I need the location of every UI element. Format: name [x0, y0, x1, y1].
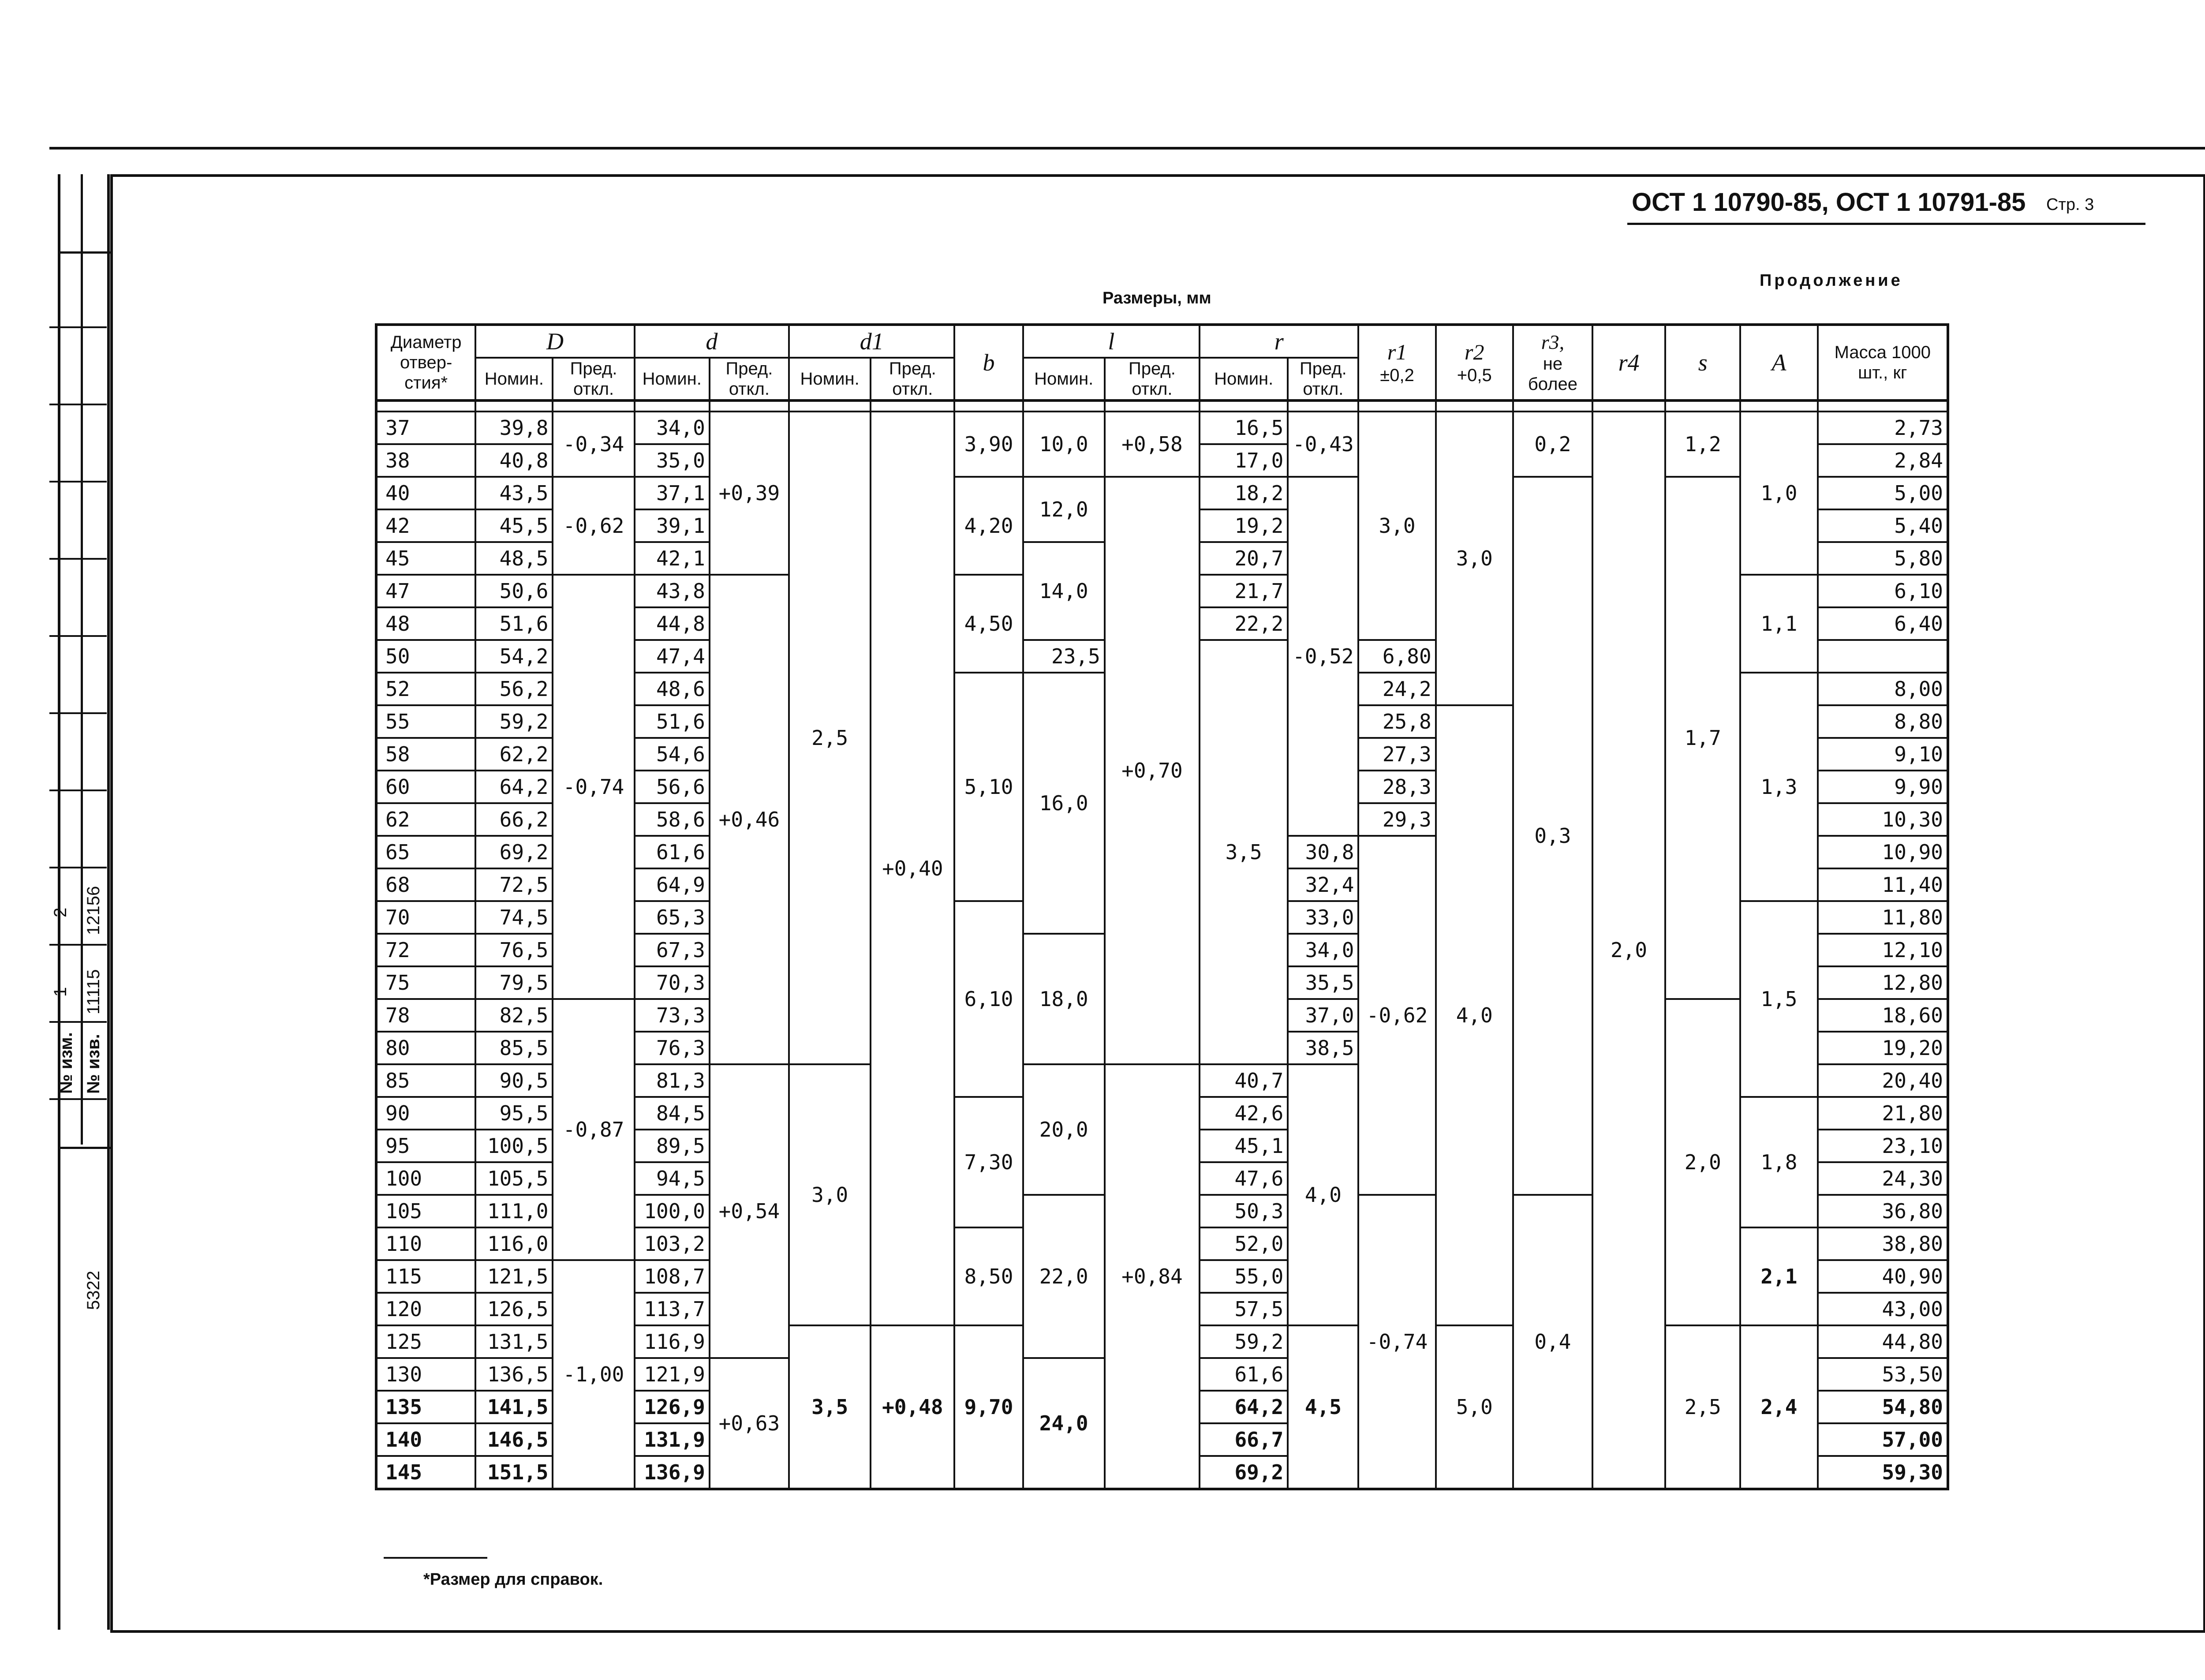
- cell-hole: 100: [376, 1162, 475, 1195]
- cell-D-nom: 72,5: [475, 868, 553, 901]
- cell-D-nom: 146,5: [475, 1423, 553, 1456]
- cell-D-nom: 105,5: [475, 1162, 553, 1195]
- cell-r-nom: 29,3: [1358, 803, 1435, 836]
- cell-mass: 57,00: [1818, 1423, 1948, 1456]
- tick-mark: [49, 789, 107, 791]
- cell-A: 1,1: [1740, 575, 1817, 673]
- cell-mass: 5,40: [1818, 509, 1948, 542]
- cell-D-nom: 54,2: [475, 640, 553, 673]
- cell-d-nom: 70,3: [635, 966, 710, 999]
- cell-D-nom: 111,0: [475, 1195, 553, 1227]
- margin-value-1: 1: [51, 987, 70, 997]
- cell-hole: 40: [376, 477, 475, 509]
- tick-mark: [49, 558, 107, 560]
- cell-mass: 10,90: [1818, 836, 1948, 868]
- cell-r-nom: 50,3: [1200, 1195, 1288, 1227]
- cell-hole: 115: [376, 1260, 475, 1293]
- cell-D-nom: 116,0: [475, 1227, 553, 1260]
- cell-l-dev: +0,58: [1105, 412, 1200, 477]
- cell-D-dev: -0,34: [553, 412, 634, 477]
- cell-hole: 42: [376, 509, 475, 542]
- cell-d-nom: 56,6: [635, 771, 710, 803]
- cell-d-nom: 100,0: [635, 1195, 710, 1227]
- cell-r-nom: 55,0: [1200, 1260, 1288, 1293]
- cell-d-nom: 37,1: [635, 477, 710, 509]
- tick-mark: [49, 1098, 107, 1100]
- cell-D-nom: 59,2: [475, 705, 553, 738]
- col-r4: r4: [1592, 325, 1665, 400]
- col-r2-symbol: r2: [1465, 340, 1484, 365]
- cell-l-nom: 16,0: [1023, 673, 1105, 934]
- col-A: A: [1740, 325, 1817, 400]
- cell-A: 1,8: [1740, 1097, 1817, 1227]
- col-D: D: [475, 325, 634, 358]
- cell-mass: 36,80: [1818, 1195, 1948, 1227]
- cell-A: 1,0: [1740, 412, 1817, 575]
- cell-d-nom: 81,3: [635, 1064, 710, 1097]
- cell-hole: 130: [376, 1358, 475, 1391]
- cell-l-nom: 12,0: [1023, 477, 1105, 542]
- cell-hole: 65: [376, 836, 475, 868]
- table-row: [376, 412, 1948, 444]
- col-l-nom: Номин.: [1023, 358, 1105, 400]
- cell-r-nom: 64,2: [1200, 1391, 1288, 1423]
- tick-mark: [49, 1021, 107, 1023]
- cell-d-nom: 44,8: [635, 607, 710, 640]
- cell-r-nom: 23,5: [1023, 640, 1105, 673]
- cell-hole: 48: [376, 607, 475, 640]
- cell-mass: 44,80: [1818, 1325, 1948, 1358]
- cell-D-nom: 48,5: [475, 542, 553, 575]
- cell-hole: 37: [376, 412, 475, 444]
- cell-r-nom: 34,0: [1288, 934, 1358, 966]
- cell-d-dev: +0,54: [710, 1064, 789, 1358]
- cell-d-nom: 131,9: [635, 1423, 710, 1456]
- cell-hole: 47: [376, 575, 475, 607]
- cell-D-nom: 51,6: [475, 607, 553, 640]
- cell-mass: 2,84: [1818, 444, 1948, 477]
- cell-d-nom: 58,6: [635, 803, 710, 836]
- cell-l-nom: 10,0: [1023, 412, 1105, 477]
- cell-mass: 54,80: [1818, 1391, 1948, 1423]
- margin-rule: [58, 1147, 111, 1149]
- cell-s: 2,5: [1665, 1325, 1740, 1489]
- cell-r-nom: 59,2: [1200, 1325, 1288, 1358]
- cell-r2: 3,0: [1436, 412, 1513, 705]
- cell-D-nom: 141,5: [475, 1391, 553, 1423]
- cell-d-nom: 65,3: [635, 901, 710, 934]
- cell-r4: 2,0: [1592, 412, 1665, 1489]
- dimensions-table: [375, 323, 1949, 1490]
- col-r: r: [1200, 325, 1358, 358]
- cell-b: 3,90: [954, 412, 1023, 477]
- cell-hole: 135: [376, 1391, 475, 1423]
- cell-r-nom: 25,8: [1358, 705, 1435, 738]
- cell-l-nom: 22,0: [1023, 1195, 1105, 1358]
- cell-hole: 58: [376, 738, 475, 771]
- cell-d-nom: 67,3: [635, 934, 710, 966]
- col-hole-diameter: Диаметр отвер- стия*: [376, 325, 475, 400]
- cell-r-nom: 57,5: [1200, 1293, 1288, 1325]
- cell-mass: 9,90: [1818, 771, 1948, 803]
- cell-d1-nom: 2,5: [789, 412, 871, 1064]
- cell-d1-dev: +0,40: [871, 412, 954, 1325]
- tick-mark: [49, 635, 107, 637]
- cell-r1: 4,0: [1288, 1064, 1358, 1325]
- cell-r3: 0,3: [1513, 477, 1592, 1195]
- col-l-dev: Пред. откл.: [1105, 358, 1200, 400]
- cell-r-nom: 40,7: [1200, 1064, 1288, 1097]
- cell-mass: 6,40: [1818, 607, 1948, 640]
- cell-mass: 2,73: [1818, 412, 1948, 444]
- cell-r-nom: 42,6: [1200, 1097, 1288, 1130]
- col-r3: [1513, 325, 1592, 400]
- cell-hole: 110: [376, 1227, 475, 1260]
- cell-D-dev: -0,74: [553, 575, 634, 999]
- cell-hole: 72: [376, 934, 475, 966]
- title-underline: [1627, 223, 2145, 225]
- cell-D-nom: 90,5: [475, 1064, 553, 1097]
- cell-mass: 20,40: [1818, 1064, 1948, 1097]
- cell-r-nom: 28,3: [1358, 771, 1435, 803]
- cell-r-nom: 66,7: [1200, 1423, 1288, 1456]
- cell-r1: 4,5: [1288, 1325, 1358, 1489]
- cell-b: 8,50: [954, 1227, 1023, 1325]
- cell-A: 2,4: [1740, 1325, 1817, 1489]
- cell-hole: 80: [376, 1032, 475, 1064]
- cell-D-nom: 76,5: [475, 934, 553, 966]
- cell-r-nom: 45,1: [1200, 1130, 1288, 1162]
- cell-D-dev: -1,00: [553, 1260, 634, 1489]
- cell-s: 1,7: [1665, 477, 1740, 999]
- cell-mass: 6,80: [1358, 640, 1435, 673]
- col-r-nom: Номин.: [1200, 358, 1288, 400]
- col-r3-symbol: r3,: [1541, 330, 1565, 353]
- cell-r2: 4,0: [1436, 705, 1513, 1325]
- cell-d-nom: 61,6: [635, 836, 710, 868]
- cell-r-dev: -0,43: [1288, 412, 1358, 477]
- cell-d-dev: +0,46: [710, 575, 789, 1064]
- cell-D-nom: 126,5: [475, 1293, 553, 1325]
- cell-hole: 85: [376, 1064, 475, 1097]
- cell-d-nom: 48,6: [635, 673, 710, 705]
- cell-b: 6,10: [954, 901, 1023, 1097]
- cell-D-nom: 69,2: [475, 836, 553, 868]
- cell-hole: 62: [376, 803, 475, 836]
- cell-D-nom: 40,8: [475, 444, 553, 477]
- footnote-rule: [384, 1557, 487, 1559]
- cell-D-nom: 79,5: [475, 966, 553, 999]
- tick-mark: [49, 712, 107, 714]
- col-r2-tolerance: +0,5: [1457, 365, 1492, 385]
- cell-r-nom: 21,7: [1200, 575, 1288, 607]
- cell-b: 7,30: [954, 1097, 1023, 1227]
- cell-mass: 23,10: [1818, 1130, 1948, 1162]
- cell-d-nom: 126,9: [635, 1391, 710, 1423]
- cell-D-nom: 95,5: [475, 1097, 553, 1130]
- col-D-nom: Номин.: [475, 358, 553, 400]
- cell-r1: 3,0: [1358, 412, 1435, 640]
- cell-d-nom: 47,4: [635, 640, 710, 673]
- cell-b: 4,20: [954, 477, 1023, 575]
- cell-d-nom: 35,0: [635, 444, 710, 477]
- cell-d-nom: 94,5: [635, 1162, 710, 1195]
- col-d-nom: Номин.: [635, 358, 710, 400]
- cell-r2: 5,0: [1436, 1325, 1513, 1489]
- cell-hole: 70: [376, 901, 475, 934]
- continuation-label: Продолжение: [1760, 271, 1903, 290]
- cell-d-dev: +0,63: [710, 1358, 789, 1489]
- cell-d-nom: 76,3: [635, 1032, 710, 1064]
- margin-rule: [58, 251, 111, 254]
- cell-hole: 50: [376, 640, 475, 673]
- cell-r-dev: -0,74: [1358, 1195, 1435, 1489]
- cell-D-nom: 85,5: [475, 1032, 553, 1064]
- margin-label-notice-no: № изв.: [84, 1034, 103, 1094]
- margin-divider: [81, 174, 83, 1145]
- cell-mass: 5,00: [1818, 477, 1948, 509]
- cell-r-nom: 37,0: [1288, 999, 1358, 1032]
- table-caption: Размеры, мм: [1102, 289, 1211, 307]
- cell-l-dev: +0,70: [1105, 477, 1200, 1064]
- cell-b: 4,50: [954, 575, 1023, 673]
- cell-r-nom: 32,4: [1288, 868, 1358, 901]
- cell-l-nom: 20,0: [1023, 1064, 1105, 1195]
- cell-A: 2,1: [1740, 1227, 1817, 1325]
- cell-mass: 11,40: [1818, 868, 1948, 901]
- cell-hole: 125: [376, 1325, 475, 1358]
- cell-D-nom: 39,8: [475, 412, 553, 444]
- cell-l-dev: +0,84: [1105, 1064, 1200, 1489]
- cell-r-nom: 22,2: [1200, 607, 1288, 640]
- cell-mass: 21,80: [1818, 1097, 1948, 1130]
- col-D-dev: Пред. откл.: [553, 358, 634, 400]
- tick-mark: [49, 481, 107, 483]
- col-l: l: [1023, 325, 1200, 358]
- cell-r-nom: 47,6: [1200, 1162, 1288, 1195]
- cell-r3: 0,2: [1513, 412, 1592, 477]
- cell-D-nom: 66,2: [475, 803, 553, 836]
- cell-d-nom: 103,2: [635, 1227, 710, 1260]
- cell-D-nom: 136,5: [475, 1358, 553, 1391]
- cell-D-nom: 74,5: [475, 901, 553, 934]
- cell-D-nom: 43,5: [475, 477, 553, 509]
- cell-mass: 40,90: [1818, 1260, 1948, 1293]
- cell-r-nom: 38,5: [1288, 1032, 1358, 1064]
- margin-sheet-number: 5322: [84, 1271, 103, 1310]
- cell-d-nom: 136,9: [635, 1456, 710, 1489]
- cell-r-nom: 24,2: [1358, 673, 1435, 705]
- cell-hole: 78: [376, 999, 475, 1032]
- cell-d-nom: 64,9: [635, 868, 710, 901]
- cell-mass: 12,10: [1818, 934, 1948, 966]
- cell-r-nom: 16,5: [1200, 412, 1288, 444]
- page-number: Стр. 3: [2046, 195, 2094, 214]
- cell-b: 5,10: [954, 673, 1023, 901]
- cell-r3: 0,4: [1513, 1195, 1592, 1489]
- cell-D-nom: 121,5: [475, 1260, 553, 1293]
- col-d1-dev: Пред. откл.: [871, 358, 954, 400]
- cell-l-nom: 18,0: [1023, 934, 1105, 1064]
- cell-hole: 60: [376, 771, 475, 803]
- cell-mass: 6,10: [1818, 575, 1948, 607]
- cell-d-nom: 108,7: [635, 1260, 710, 1293]
- col-d: d: [635, 325, 789, 358]
- cell-l-nom: 24,0: [1023, 1358, 1105, 1489]
- cell-hole: 120: [376, 1293, 475, 1325]
- cell-r1: 3,5: [1200, 640, 1288, 1064]
- cell-hole: 52: [376, 673, 475, 705]
- cell-A: 1,3: [1740, 673, 1817, 901]
- cell-hole: 105: [376, 1195, 475, 1227]
- cell-mass: 11,80: [1818, 901, 1948, 934]
- col-d-dev: Пред. откл.: [710, 358, 789, 400]
- cell-A: 1,5: [1740, 901, 1817, 1097]
- cell-r-nom: 52,0: [1200, 1227, 1288, 1260]
- cell-r-nom: 30,8: [1288, 836, 1358, 868]
- cell-hole: 75: [376, 966, 475, 999]
- cell-mass: 10,30: [1818, 803, 1948, 836]
- cell-hole: 145: [376, 1456, 475, 1489]
- cell-hole: 45: [376, 542, 475, 575]
- cell-d-nom: 113,7: [635, 1293, 710, 1325]
- cell-d-nom: 51,6: [635, 705, 710, 738]
- cell-D-nom: 131,5: [475, 1325, 553, 1358]
- cell-d-nom: 34,0: [635, 412, 710, 444]
- cell-d-nom: 116,9: [635, 1325, 710, 1358]
- col-mass: Масса 1000 шт., кг: [1818, 325, 1948, 400]
- margin-label-change-no: № изм.: [56, 1032, 76, 1094]
- cell-hole: 55: [376, 705, 475, 738]
- cell-r-dev: -0,52: [1288, 477, 1358, 836]
- cell-r-nom: 69,2: [1200, 1456, 1288, 1489]
- col-r-dev: Пред. откл.: [1288, 358, 1358, 400]
- cell-mass: 24,30: [1818, 1162, 1948, 1195]
- cell-d-nom: 84,5: [635, 1097, 710, 1130]
- cell-l-nom: 14,0: [1023, 542, 1105, 640]
- cell-D-nom: 82,5: [475, 999, 553, 1032]
- cell-d-nom: 39,1: [635, 509, 710, 542]
- cell-r-nom: 33,0: [1288, 901, 1358, 934]
- cell-mass: 43,00: [1818, 1293, 1948, 1325]
- col-r1-symbol: r1: [1387, 340, 1407, 365]
- cell-r-dev: -0,62: [1358, 836, 1435, 1195]
- cell-D-nom: 151,5: [475, 1456, 553, 1489]
- cell-mass: 8,80: [1818, 705, 1948, 738]
- col-r3-note: не более: [1528, 354, 1577, 394]
- cell-hole: 38: [376, 444, 475, 477]
- cell-mass: 8,00: [1818, 673, 1948, 705]
- cell-hole: 68: [376, 868, 475, 901]
- cell-mass: 5,80: [1818, 542, 1948, 575]
- cell-D-nom: 64,2: [475, 771, 553, 803]
- cell-D-nom: 100,5: [475, 1130, 553, 1162]
- cell-hole: 90: [376, 1097, 475, 1130]
- cell-r-nom: 19,2: [1200, 509, 1288, 542]
- cell-D-dev: -0,87: [553, 999, 634, 1260]
- cell-r-nom: 18,2: [1200, 477, 1288, 509]
- cell-mass: 38,80: [1818, 1227, 1948, 1260]
- cell-d1-nom: 3,0: [789, 1064, 871, 1325]
- col-d1: d1: [789, 325, 954, 358]
- cell-mass: 19,20: [1818, 1032, 1948, 1064]
- tick-mark: [49, 326, 107, 328]
- cell-r-nom: 17,0: [1200, 444, 1288, 477]
- col-r1-tolerance: ±0,2: [1380, 365, 1414, 385]
- col-r1: [1358, 325, 1435, 400]
- cell-d1-nom: 3,5: [789, 1325, 871, 1489]
- cell-hole: 140: [376, 1423, 475, 1456]
- col-s: s: [1665, 325, 1740, 400]
- margin-value-11115: 11115: [84, 969, 103, 1014]
- cell-s: 1,2: [1665, 412, 1740, 477]
- table-row: [376, 477, 1948, 509]
- cell-D-nom: 45,5: [475, 509, 553, 542]
- cell-D-dev: -0,62: [553, 477, 634, 575]
- cell-b: 9,70: [954, 1325, 1023, 1489]
- cell-d-nom: 73,3: [635, 999, 710, 1032]
- cell-mass: 12,80: [1818, 966, 1948, 999]
- cell-d-nom: 121,9: [635, 1358, 710, 1391]
- cell-r-nom: 35,5: [1288, 966, 1358, 999]
- col-d1-nom: Номин.: [789, 358, 871, 400]
- cell-r-nom: 61,6: [1200, 1358, 1288, 1391]
- margin-divider: [107, 174, 110, 1630]
- footnote: *Размер для справок.: [423, 1570, 603, 1589]
- cell-d-dev: +0,39: [710, 412, 789, 575]
- cell-r-nom: 20,7: [1200, 542, 1288, 575]
- cell-d-nom: 42,1: [635, 542, 710, 575]
- cell-d-nom: 89,5: [635, 1130, 710, 1162]
- col-r2: [1436, 325, 1513, 400]
- cell-mass: 53,50: [1818, 1358, 1948, 1391]
- tick-mark: [49, 867, 107, 868]
- cell-mass: 59,30: [1818, 1456, 1948, 1489]
- cell-d1-dev: +0,48: [871, 1325, 954, 1489]
- cell-mass: 18,60: [1818, 999, 1948, 1032]
- margin-value-2: 2: [51, 907, 70, 917]
- col-b: b: [954, 325, 1023, 400]
- cell-s: 2,0: [1665, 999, 1740, 1325]
- document-title: ОСТ 1 10790-85, ОСТ 1 10791-85: [1632, 188, 2026, 217]
- cell-D-nom: 62,2: [475, 738, 553, 771]
- cell-hole: 95: [376, 1130, 475, 1162]
- tick-mark: [49, 944, 107, 946]
- cell-D-nom: 50,6: [475, 575, 553, 607]
- cell-r-nom: 27,3: [1358, 738, 1435, 771]
- margin-value-12156: 12156: [84, 886, 103, 935]
- cell-d-nom: 54,6: [635, 738, 710, 771]
- cell-d-nom: 43,8: [635, 575, 710, 607]
- cell-D-nom: 56,2: [475, 673, 553, 705]
- tick-mark: [49, 404, 107, 405]
- cell-mass: 9,10: [1818, 738, 1948, 771]
